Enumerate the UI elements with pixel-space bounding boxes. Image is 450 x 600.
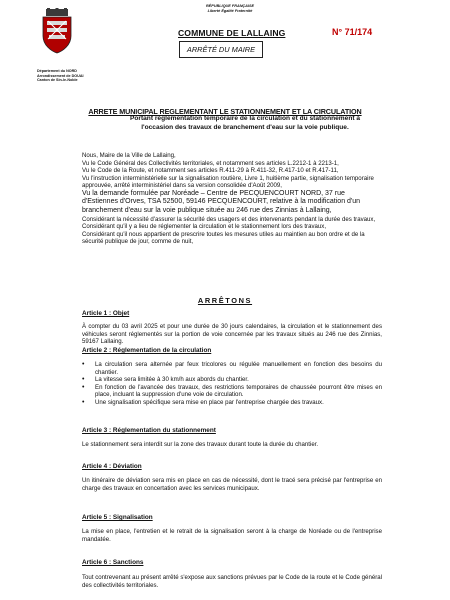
bullet-item: • En fonction de l'avancée des travaux, des restrictions temporaires de chaussée pourront être mises en place, incluant la suppression d'une voie de circulation.: [82, 384, 382, 399]
republic-motto: Liberté Égalité Fraternité: [207, 8, 253, 13]
preamble-paragraph: Vu le Code Général des Collectivités territoriales, et notamment ses articles L.2212-1 à 2213-1,: [82, 159, 339, 167]
article-3-text: [82, 441, 382, 449]
article-paragraph: Tout contrevenant au présent arrêté s'expose aux sanctions prévues par le Code de la route et le Code général des collectivités territoriales.: [82, 574, 382, 589]
subtitle-line: Portant réglementation temporaire de la circulation et du stationnement à: [129, 115, 361, 122]
commune-name: COMMUNE DE LALLAING: [178, 28, 286, 38]
arrete-label-box: ARRÊTÉ DU MAIRE: [179, 41, 263, 58]
preamble-paragraph: Nous, Maire de la Ville de Lallaing,: [82, 152, 176, 159]
article-6-title: Article 6 : Sanctions: [82, 559, 144, 566]
article-4-title: Article 4 : Déviation: [82, 463, 142, 470]
article-1-text: [82, 323, 382, 346]
document-subtitle: [120, 115, 370, 132]
preamble-paragraph: Vu l'instruction interministérielle sur la signalisation routière, Livre 1, huitième partie, signalisation temporaire approuvée, arrêté interministériel dans sa version consolidée d'Août 2009,: [82, 174, 374, 190]
article-paragraph: À compter du 03 avril 2025 et pour une durée de 30 jours calendaires, la circulation et le stationnement des véhicules seront réglementés sur la portion de voie concernée par les travaux situés au 246 rue des Zinnias, 59167 Lallaing.: [82, 323, 382, 346]
republic-header: [175, 4, 285, 13]
department-info: [37, 69, 84, 83]
preamble: [82, 152, 382, 246]
preamble-paragraph: Considérant qu'il y a lieu de réglementer la circulation et le stationnement lors des travaux,: [82, 223, 327, 231]
article-paragraph: Un itinéraire de déviation sera mis en place en cas de nécessité, dont le tracé sera précisé par l'entreprise en charge des travaux en concertation avec les services municipaux.: [82, 477, 382, 492]
subtitle-line: l'occasion des travaux de branchement d'eau sur la voie publique.: [141, 123, 349, 131]
canton-line: Canton de Sin-le-Noble: [37, 78, 78, 83]
bullet-item: • La circulation sera alternée par feux tricolores ou régulée manuellement en fonction des besoins du chantier.: [82, 361, 382, 376]
preamble-paragraph: Considérant la nécessité d'assurer la sécurité des usagers et des intervenants pendant la durée des travaux,: [82, 215, 376, 223]
article-3-title: Article 3 : Réglementation du stationnement: [82, 427, 216, 434]
department-line: Département du NORD: [37, 69, 77, 73]
article-5-text: [82, 528, 382, 543]
republic-line: RÉPUBLIQUE FRANÇAISE: [205, 4, 255, 8]
preamble-paragraph: Considérant qu'il nous appartient de prescrire toutes les mesures utiles au maintien au bon ordre et de la sécurité publique de jour, comme de nuit,: [82, 230, 365, 246]
bullet-item: • Une signalisation spécifique sera mise en place par l'entreprise chargée des travaux.: [82, 399, 382, 407]
article-6-text: [82, 574, 382, 589]
article-4-text: [82, 477, 382, 492]
bullet-item: • La vitesse sera limitée à 30 km/h aux abords du chantier.: [82, 376, 382, 384]
arrondissement-line: Arrondissement de DOUAI: [37, 73, 84, 78]
document-title: ARRETE MUNICIPAL REGLEMENTANT LE STATIONNEMENT ET LA CIRCULATION: [88, 107, 362, 116]
article-paragraph: La mise en place, l'entretien et le retrait de la signalisation seront à la charge de Noréade ou de l'entreprise mandatée.: [82, 528, 382, 543]
preamble-paragraph: Vu le Code de la Route, et notamment ses articles R.411-29 à R.411-32, R.417-10 et R.417-11,: [82, 167, 339, 175]
article-1-title: Article 1 : Objet: [82, 310, 130, 317]
article-5-title: Article 5 : Signalisation: [82, 514, 153, 521]
arretons-heading: ARRÊTONS: [197, 296, 253, 305]
article-2-title: Article 2 : Réglementation de la circulation: [82, 347, 212, 354]
arrete-number: N° 71/174: [332, 27, 373, 37]
article-paragraph: Le stationnement sera interdit sur la zone des travaux durant toute la durée du chantier.: [82, 441, 319, 448]
article-2-bullets: [82, 361, 382, 407]
preamble-paragraph: Vu la demande formulée par Noréade – Centre de PECQUENCOURT NORD, 37 rue d'Estiennes d'Orves, TSA 52500, 59146 PECQUENCOURT, relative à la modification d'un branchement d'eau sur la voie publique située au 246 rue des Zinnias à Lallaing,: [82, 189, 361, 214]
city-coat-of-arms-logo: [37, 8, 77, 54]
